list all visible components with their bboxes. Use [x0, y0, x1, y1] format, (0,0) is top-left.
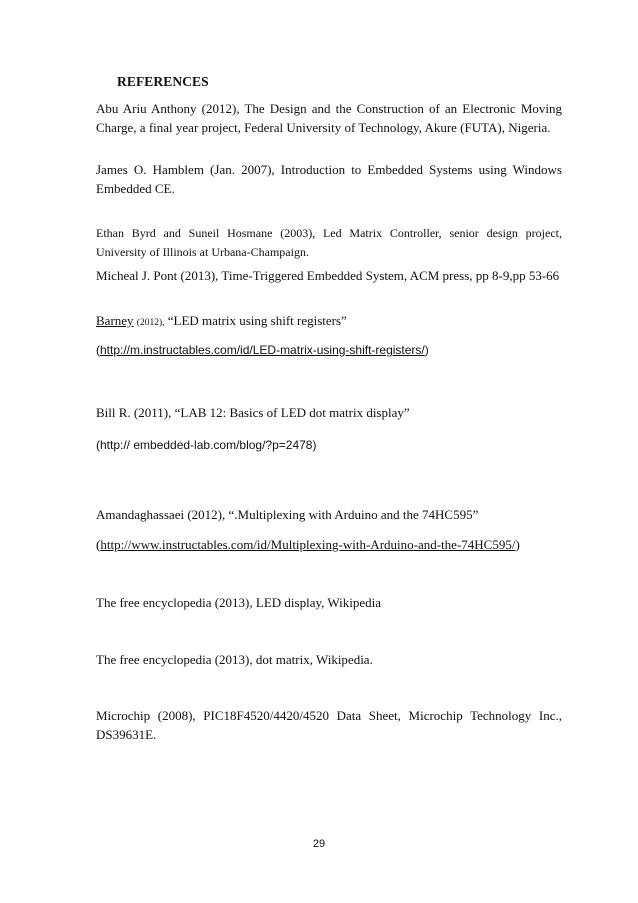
reference-micheal-pont: Micheal J. Pont (2013), Time-Triggered Embedded System, ACM press, pp 8-9,pp 53-66	[96, 268, 560, 283]
bill-r-url: (http:// embedded-lab.com/blog/?p=2478)	[96, 438, 317, 452]
amandaghassaei-url-close: )	[515, 537, 520, 552]
barney-title: “LED matrix using shift registers”	[167, 313, 347, 328]
reference-led-display-wikipedia: The free encyclopedia (2013), LED display, Wikipedia	[96, 595, 382, 610]
amandaghassaei-url-link[interactable]: http://www.instructables.com/id/Multiplexing-with-Arduino-and-the-74HC595/	[100, 537, 516, 552]
reference-ethan-byrd: Ethan Byrd and Suneil Hosmane (2003), Led Matrix Controller, senior design project, University of Illinois at Urbana-Champaign.	[96, 226, 562, 259]
amandaghassaei-url-open: (	[96, 537, 101, 552]
reference-barney	[96, 311, 562, 333]
barney-author: Barney	[96, 313, 134, 328]
barney-url-close: )	[424, 343, 429, 357]
reference-james-hamblem: James O. Hamblem (Jan. 2007), Introduction to Embedded Systems using Windows Embedded CE.	[96, 162, 562, 196]
amandaghassaei-url-line	[96, 537, 520, 553]
page-number: 29	[312, 838, 326, 850]
reference-microchip-datasheet: Microchip (2008), PIC18F4520/4420/4520 Data Sheet, Microchip Technology Inc., DS39631E.	[96, 708, 562, 742]
barney-url-line	[96, 343, 429, 357]
references-heading: REFERENCES	[117, 74, 209, 89]
barney-year: (2012),	[136, 318, 165, 328]
barney-url-link[interactable]: http://m.instructables.com/id/LED-matrix-using-shift-registers/	[100, 343, 425, 357]
reference-amandaghassaei: Amandaghassaei (2012), “.Multiplexing with Arduino and the 74HC595”	[96, 507, 479, 522]
reference-dot-matrix-wikipedia: The free encyclopedia (2013), dot matrix, Wikipedia.	[96, 652, 373, 667]
reference-abu-ariu-anthony: Abu Ariu Anthony (2012), The Design and the Construction of an Electronic Moving Charge, a final year project, Federal University of Technology, Akure (FUTA), Nigeria.	[96, 101, 562, 135]
reference-bill-r: Bill R. (2011), “LAB 12: Basics of LED dot matrix display”	[96, 405, 410, 420]
barney-url-open: (	[96, 343, 100, 357]
